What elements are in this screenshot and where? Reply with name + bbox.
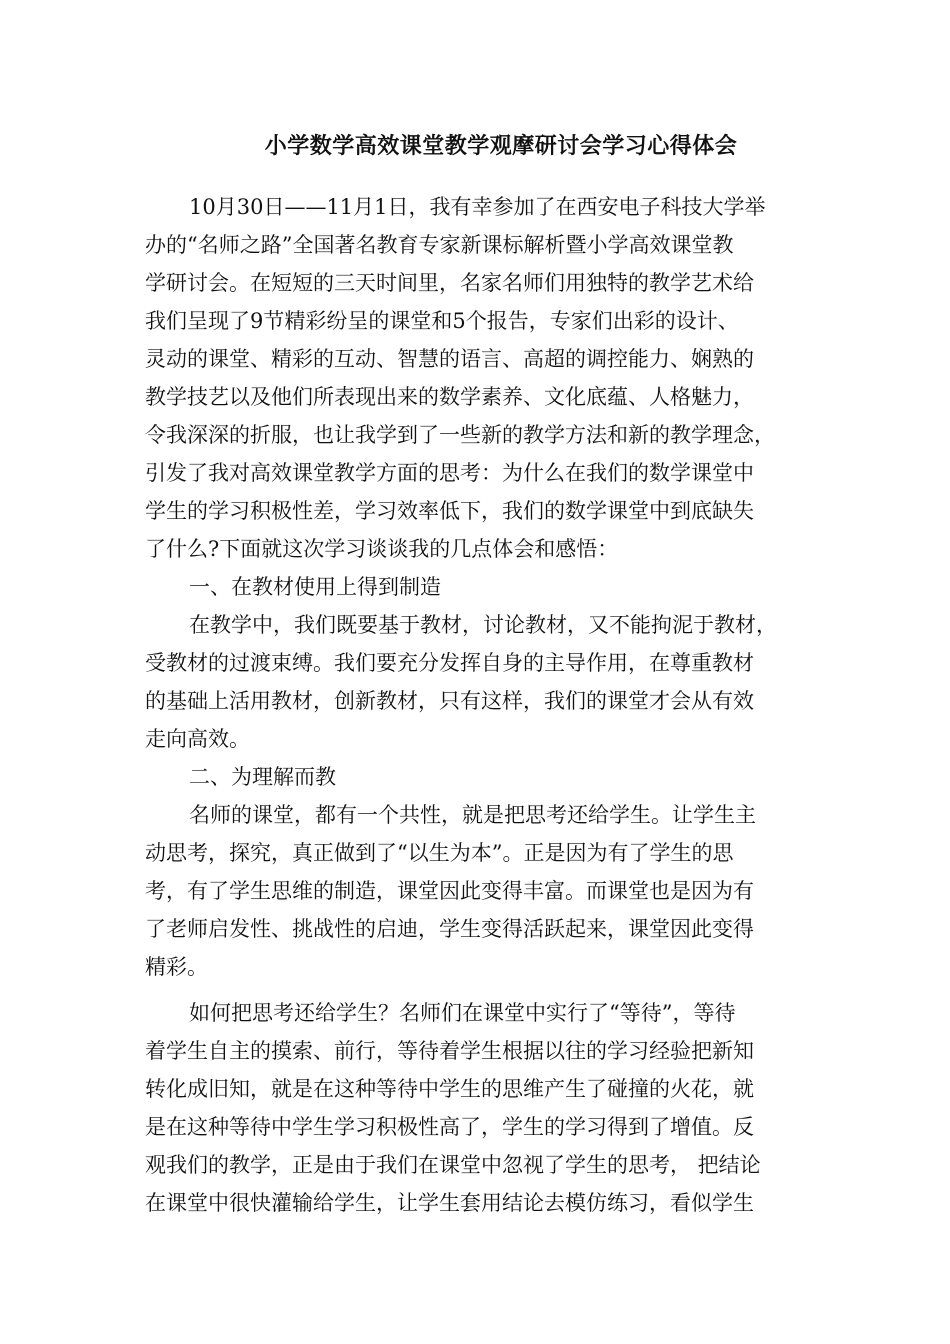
body-line: 转化成旧知，就是在这种等待中学生的思维产生了碰撞的火花，就 — [145, 1077, 754, 1101]
body-line: 教学技艺以及他们所表现出来的数学素养、文化底蕴、人格魅力， — [145, 385, 754, 409]
body-line: 我们呈现了9节精彩纷呈的课堂和5个报告，专家们出彩的设计、 — [145, 309, 739, 333]
body-line: 学生的学习积极性差，学习效率低下，我们的数学课堂中到底缺失 — [145, 499, 754, 523]
body-line: 了老师启发性、挑战性的启迪，学生变得活跃起来，课堂因此变得 — [145, 917, 754, 941]
body-line: 是在这种等待中学生学习积极性高了，学生的学习得到了增值。反 — [145, 1115, 754, 1139]
section-heading: 一、在教材使用上得到制造 — [189, 575, 441, 599]
body-line: 灵动的课堂、精彩的互动、智慧的语言、高超的调控能力、娴熟的 — [145, 347, 754, 371]
body-line: 10月30日——11月1日，我有幸参加了在西安电子科技大学举 — [189, 195, 766, 219]
body-line: 精彩。 — [145, 955, 208, 979]
body-line: 如何把思考还给学生？名师们在课堂中实行了“等待”，等待 — [189, 1001, 736, 1025]
body-line: 令我深深的折服，也让我学到了一些新的教学方法和新的教学理念， — [145, 423, 775, 447]
body-line: 着学生自主的摸索、前行，等待着学生根据以往的学习经验把新知 — [145, 1039, 754, 1063]
section-heading: 二、为理解而教 — [189, 765, 336, 789]
body-line: 在课堂中很快灌输给学生，让学生套用结论去模仿练习，看似学生 — [145, 1191, 754, 1215]
body-line: 在教学中，我们既要基于教材，讨论教材，又不能拘泥于教材， — [189, 613, 777, 637]
body-line: 办的“名师之路”全国著名教育专家新课标解析暨小学高效课堂教 — [145, 233, 734, 257]
body-line: 名师的课堂，都有一个共性，就是把思考还给学生。让学生主 — [189, 803, 756, 827]
body-line: 了什么?下面就这次学习谈谈我的几点体会和感悟： — [145, 537, 619, 561]
body-line: 考，有了学生思维的制造，课堂因此变得丰富。而课堂也是因为有 — [145, 879, 754, 903]
body-line: 受教材的过渡束缚。我们要充分发挥自身的主导作用，在尊重教材 — [145, 651, 754, 675]
body-line: 学研讨会。在短短的三天时间里，名家名师们用独特的教学艺术给 — [145, 271, 754, 295]
document-title: 小学数学高效课堂教学观摩研讨会学习心得体会 — [264, 133, 738, 159]
body-line: 的基础上活用教材，创新教材，只有这样，我们的课堂才会从有效 — [145, 689, 754, 713]
body-line: 动思考，探究，真正做到了“以生为本”。正是因为有了学生的思 — [145, 841, 734, 865]
body-line: 观我们的教学，正是由于我们在课堂中忽视了学生的思考， 把结论 — [145, 1153, 761, 1177]
body-line: 引发了我对高效课堂教学方面的思考：为什么在我们的数学课堂中 — [145, 461, 754, 485]
body-line: 走向高效。 — [145, 727, 250, 751]
